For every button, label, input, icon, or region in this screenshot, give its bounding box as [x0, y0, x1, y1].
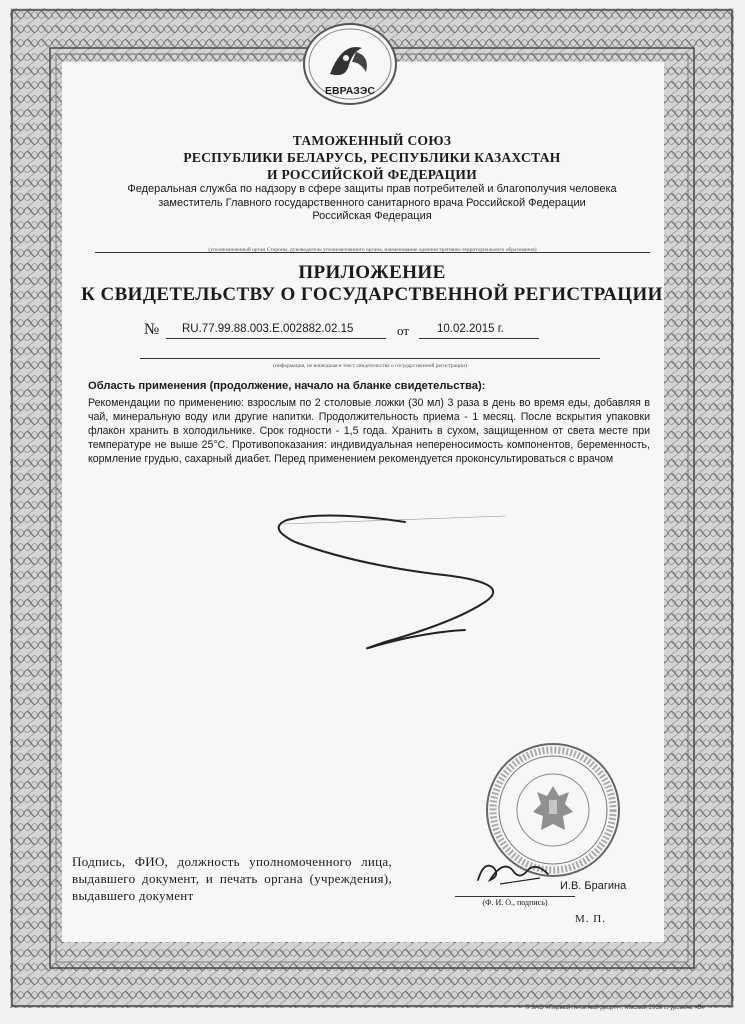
registration-number: RU.77.99.88.003.E.002882.02.15: [182, 323, 354, 335]
fio-caption: (Ф. И. О., подпись): [455, 896, 575, 907]
header-line-3: И РОССИЙСКОЙ ФЕДЕРАЦИИ: [266, 167, 478, 182]
signature-caption: Подпись, ФИО, должность уполномоченного лица, выдавшего документ, и печать органа (учреждения), выдавшего документ: [72, 854, 392, 903]
content-section: [88, 380, 650, 466]
agency-line-3: Российская Федерация: [312, 210, 432, 222]
registration-date: 10.02.2015 г.: [437, 323, 504, 335]
date-underline: [419, 338, 539, 339]
union-header: [60, 132, 684, 183]
authority-caption: (уполномоченный орган Стороны, руководитель уполномоченного органа, наименование административно-территориального образования): [208, 247, 537, 253]
document-title: [60, 262, 684, 306]
divider: [140, 358, 600, 359]
agency-line-1: Федеральная служба по надзору в сфере защиты прав потребителей и благополучия человека: [127, 183, 617, 195]
cancellation-signature: [265, 502, 565, 662]
title-line-1: ПРИЛОЖЕНИЕ: [298, 262, 446, 283]
agency-block: [60, 183, 684, 224]
registration-row: [144, 320, 564, 342]
seal-mark: М. П.: [575, 913, 606, 925]
signer-signature: [470, 850, 560, 890]
signer-name: И.В. Брагина: [560, 880, 627, 892]
agency-line-2: заместитель Главного государственного санитарного врача Российской Федерации: [158, 196, 586, 209]
info-caption: (информация, не вошедшая в текст свидетельства о государственной регистрации): [273, 363, 467, 369]
eurasec-emblem-icon: [300, 22, 400, 110]
header-line-2: РЕСПУБЛИКИ БЕЛАРУСЬ, РЕСПУБЛИКИ КАЗАХСТАН: [183, 150, 561, 165]
number-sign: №: [144, 321, 160, 338]
logo-text: ЕВРАЗЭС: [325, 85, 375, 97]
printer-line: © ЗАО «Первый печатный двор», г. Москва, 2013 г., уровень «В»: [525, 1005, 705, 1011]
content-text: Рекомендации по применению: взрослым по 2 столовые ложки (30 мл) 3 раза в день во время еды, добавляя в чай, минеральную воду или другие напитки. Продолжительность приема - 1 месяц. После вскрытия упаковки флакон хранить в холодильнике. Срок годности - 1,5 года. Хранить в сухом, защищенном от света месте при температуре не выше 25°С. Противопоказания: индивидуальная непереносимость компонентов, беременность, кормление грудью, сахарный диабет. Перед применением рекомендуется проконсультироваться с врачом: [88, 396, 650, 465]
title-line-2: К СВИДЕТЕЛЬСТВУ О ГОСУДАРСТВЕННОЙ РЕГИСТРАЦИИ: [81, 284, 663, 305]
header-line-1: ТАМОЖЕННЫЙ СОЮЗ: [292, 133, 452, 148]
from-label: от: [397, 323, 410, 338]
content-heading: Область применения (продолжение, начало на бланке свидетельства):: [88, 380, 486, 392]
number-underline: [166, 338, 386, 339]
